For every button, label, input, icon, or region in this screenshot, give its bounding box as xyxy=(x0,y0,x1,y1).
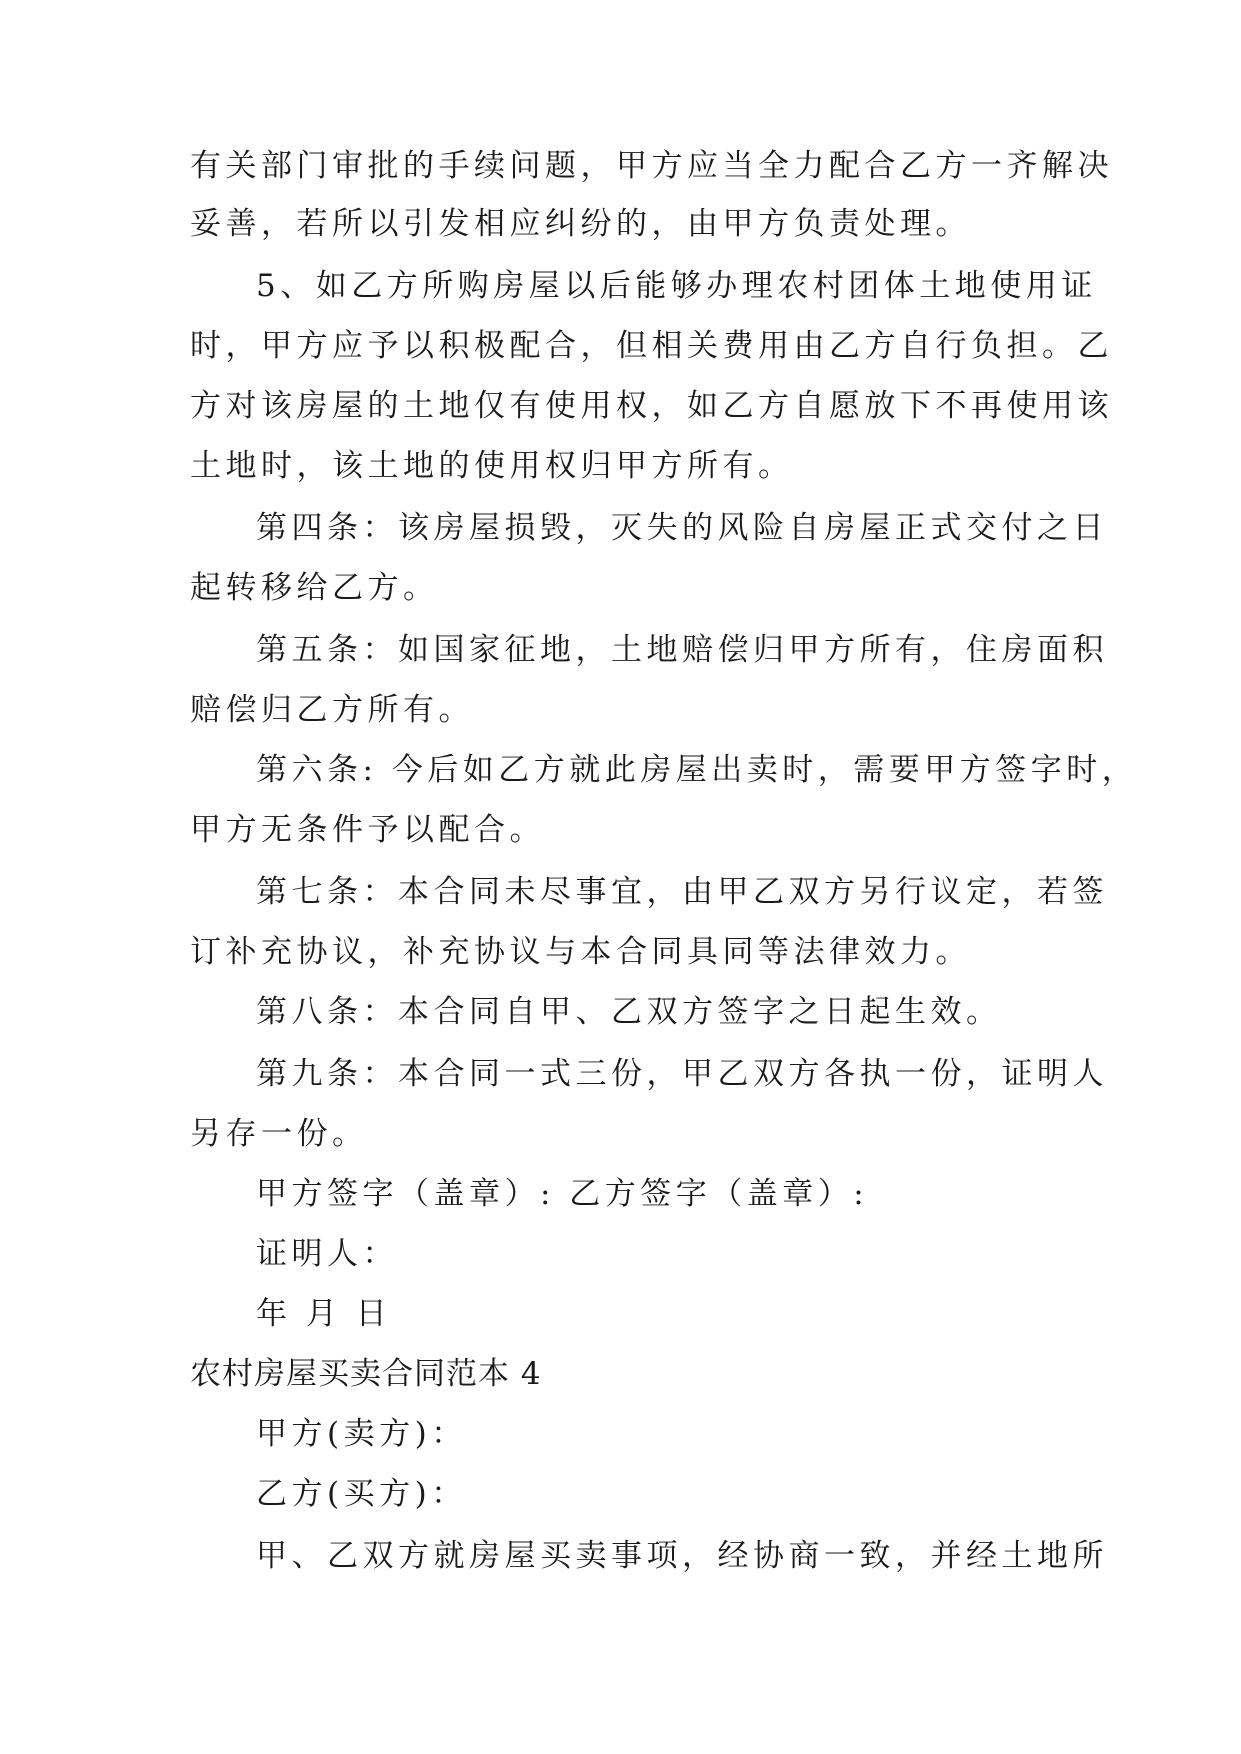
paragraph-line: 订补充协议，补充协议与本合同具同等法律效力。 xyxy=(190,934,971,970)
paragraph-line: 第八条：本合同自甲、乙双方签字之日起生效。 xyxy=(256,994,1002,1030)
paragraph-line: 另存一份。 xyxy=(190,1116,368,1152)
paragraph-line: 赔偿归乙方所有。 xyxy=(190,692,474,728)
witness-line: 证明人： xyxy=(256,1236,398,1272)
paragraph-line: 第四条：该房屋损毁，灭失的风险自房屋正式交付之日 xyxy=(256,510,1108,546)
date-line: 年 月 日 xyxy=(256,1296,392,1332)
section-heading: 农村房屋买卖合同范本 4 xyxy=(190,1356,542,1392)
paragraph-line: 第九条：本合同一式三份，甲乙双方各执一份，证明人 xyxy=(256,1056,1108,1092)
party-b-line: 乙方(买方)： xyxy=(256,1476,467,1512)
paragraph-line: 第六条: 今后如乙方就此房屋出卖时，需要甲方签字时， xyxy=(256,752,1138,788)
paragraph-line: 甲方无条件予以配合。 xyxy=(190,812,545,848)
paragraph-line: 妥善，若所以引发相应纠纷的，由甲方负责处理。 xyxy=(190,206,971,242)
paragraph-line: 第七条：本合同未尽事宜，由甲乙双方另行议定，若签 xyxy=(256,874,1108,910)
paragraph-line: 第五条：如国家征地，土地赔偿归甲方所有，住房面积 xyxy=(256,632,1108,668)
signature-line: 甲方签字（盖章）: 乙方签字（盖章）: xyxy=(256,1176,869,1212)
paragraph-line: 方对该房屋的土地仅有使用权，如乙方自愿放下不再使用该 xyxy=(190,388,1113,424)
paragraph-line: 5、如乙方所购房屋以后能够办理农村团体土地使用证 xyxy=(256,268,1097,304)
paragraph-line: 甲、乙双方就房屋买卖事项，经协商一致，并经土地所 xyxy=(256,1538,1108,1574)
paragraph-line: 时，甲方应予以积极配合，但相关费用由乙方自行负担。乙 xyxy=(190,328,1113,364)
paragraph-line: 土地时，该土地的使用权归甲方所有。 xyxy=(190,448,794,484)
paragraph-line: 有关部门审批的手续问题，甲方应当全力配合乙方一齐解决 xyxy=(190,148,1113,184)
paragraph-line: 起转移给乙方。 xyxy=(190,570,439,606)
party-a-line: 甲方(卖方)： xyxy=(256,1416,467,1452)
